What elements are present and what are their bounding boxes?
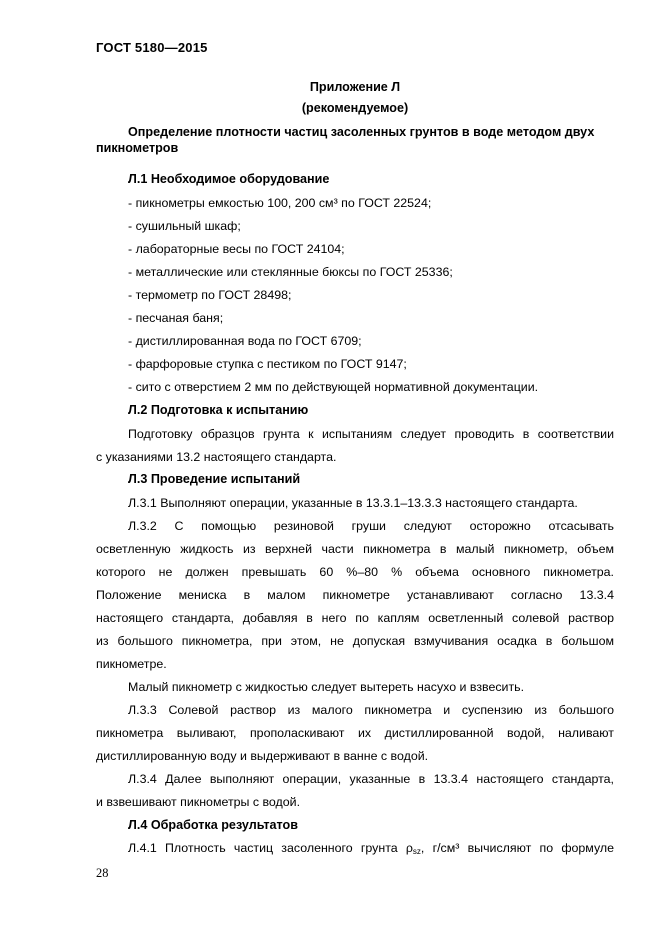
paragraph-line: с указаниями 13.2 настоящего стандарта. [96, 450, 337, 464]
paragraph-line: Положение мениска в малом пикнометре устанавливают согласно 13.3.4 [96, 588, 614, 602]
paragraph-line: осветленную жидкость из верхней части пикнометра в малый пикнометр, объем [96, 542, 614, 556]
paragraph-line: и взвешивают пикнометры с водой. [96, 795, 301, 809]
paragraph-line: Л.3.4 Далее выполняют операции, указанные в 13.3.4 настоящего стандарта, [128, 772, 614, 786]
density-subscript: sz [412, 847, 421, 856]
list-item: - сито с отверстием 2 мм по действующей нормативной документации. [128, 380, 539, 394]
paragraph-line: Л.3.2 С помощью резиновой груши следуют осторожно отсасывать [128, 519, 614, 533]
formula-intro-tail: , г/см³ вычисляют по формуле [420, 841, 614, 855]
paragraph-line: Л.3.3 Солевой раствор из малого пикнометра и суспензию из большого [128, 703, 614, 717]
paragraph-line: которого не должен превышать 60 %–80 % объема основного пикнометра. [96, 565, 614, 579]
list-item: - пикнометры емкостью 100, 200 см³ по ГОСТ 22524; [128, 196, 432, 210]
section-heading-l1: Л.1 Необходимое оборудование [128, 172, 330, 186]
paragraph-line: пикнометре. [96, 657, 167, 671]
paragraph-line: настоящего стандарта, добавляя в него по каплям осветленный солевой раствор [96, 611, 614, 625]
paragraph-line: Л.3.1 Выполняют операции, указанные в 13.3.1–13.3.3 настоящего стандарта. [128, 496, 578, 510]
list-item: - дистиллированная вода по ГОСТ 6709; [128, 334, 362, 348]
annex-title: Определение плотности частиц засоленных грунтов в воде методом двух пикнометров [96, 125, 595, 155]
formula-intro-text: Л.4.1 Плотность частиц засоленного грунта ρ [128, 841, 413, 855]
annex-status: (рекомендуемое) [301, 101, 409, 115]
paragraph-line: пикнометра выливают, прополаскивают их дистиллированной водой, наливают [96, 726, 614, 740]
paragraph-line: Малый пикнометр с жидкостью следует вытереть насухо и взвесить. [128, 680, 525, 694]
list-item: - термометр по ГОСТ 28498; [128, 288, 292, 302]
page-number: 28 [96, 866, 109, 880]
annex-label: Приложение Л [309, 80, 401, 94]
paragraph-line: из большого пикнометра, при этом, не допуская взмучивания осадка в большом [96, 634, 614, 648]
list-item: - фарфоровые ступка с пестиком по ГОСТ 9147; [128, 357, 407, 371]
list-item: - песчаная баня; [128, 311, 224, 325]
formula-intro-line [128, 841, 614, 856]
list-item: - лабораторные весы по ГОСТ 24104; [128, 242, 345, 256]
document-code: ГОСТ 5180—2015 [96, 40, 208, 55]
list-item: - металлические или стеклянные бюксы по ГОСТ 25336; [128, 265, 453, 279]
section-heading-l4: Л.4 Обработка результатов [128, 818, 298, 832]
paragraph-line: Подготовку образцов грунта к испытаниям следует проводить в соответствии [128, 427, 614, 441]
section-heading-l3: Л.3 Проведение испытаний [128, 472, 301, 486]
list-item: - сушильный шкаф; [128, 219, 241, 233]
section-heading-l2: Л.2 Подготовка к испытанию [128, 403, 309, 417]
paragraph-line: дистиллированную воду и выдерживают в ванне с водой. [96, 749, 429, 763]
